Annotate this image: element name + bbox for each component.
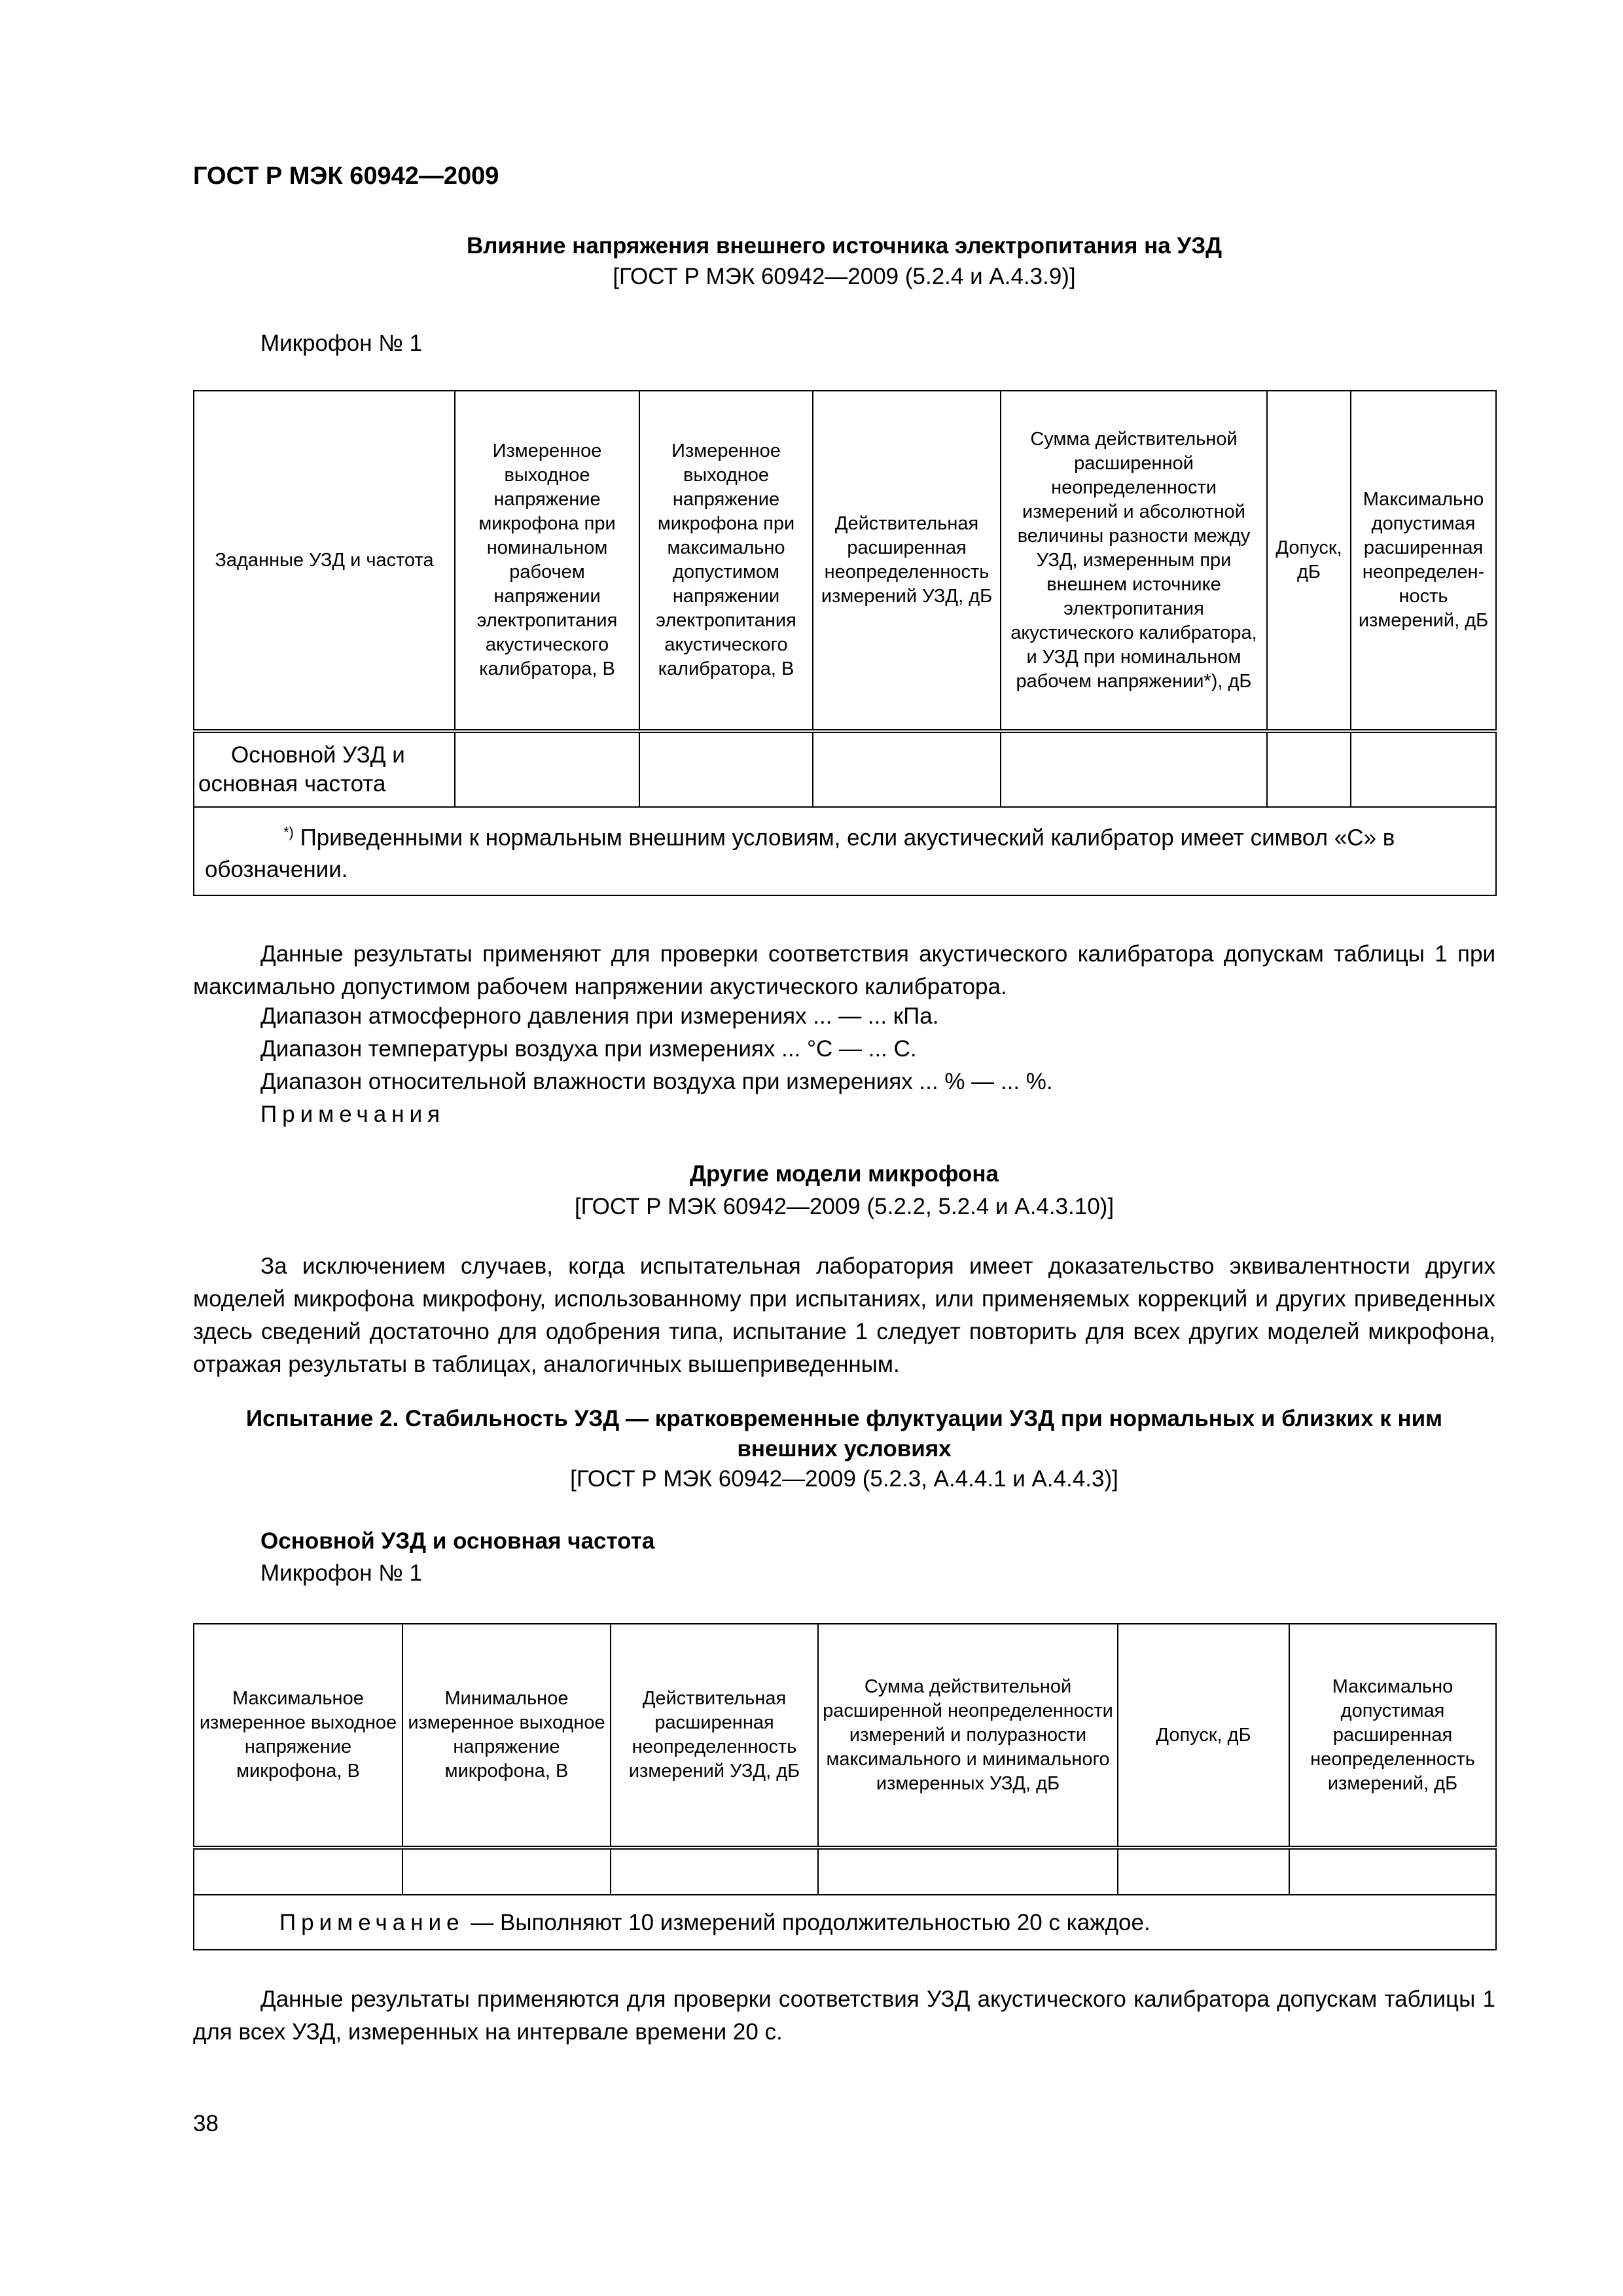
footnote-text: Приведенными к нормальным внешним условиям, если акустический калибратор имеет символ «С» в обозначении. [205, 825, 1395, 882]
note-label: Примечание [279, 1909, 465, 1935]
section3-reference: [ГОСТ Р МЭК 60942—2009 (5.2.3, А.4.4.1 и А.4.4.3)] [570, 1466, 1118, 1492]
row-label-cell [194, 731, 455, 807]
section2-paragraph [193, 1250, 1495, 1381]
header-cell: Допуск, дБ [1267, 391, 1351, 731]
paragraph-text: Данные результаты применяют для проверки соответствия акустического калибратора допускам таблицы 1 при максимально допустимом рабочем напряжении акустического калибратора. [193, 941, 1495, 999]
footnote-mark: *) [283, 824, 294, 840]
header-cell: Минимальное измеренное выходное напряжение микрофона, В [402, 1624, 611, 1848]
table-header-row [194, 391, 1496, 731]
humidity-range-line: Диапазон относительной влажности воздуха при измерениях ... % — ... %. [260, 1069, 1053, 1094]
table-footnote-row [194, 807, 1496, 895]
data-cell [402, 1848, 611, 1895]
table-row [194, 1848, 1496, 1895]
paragraph-text: За исключением случаев, когда испытательная лаборатория имеет доказательство эквивалентности других моделей микрофона микрофону, использованному при испытаниях, или применяемых коррекций и других приведенных здесь сведений достаточно для одобрения типа, испытание 1 следует повторить для всех других моделей микрофона, отражая результаты в таблицах, аналогичных вышеприведенным. [193, 1253, 1495, 1377]
header-cell: Действительная расширенная неопределенность измерений УЗД, дБ [611, 1624, 818, 1848]
header-cell: Сумма действительной расширенной неопределенности измерений и полуразности максимального и минимального измеренных УЗД, дБ [818, 1624, 1118, 1848]
data-cell [1118, 1848, 1289, 1895]
header-cell: Максимально допустимая расширенная неопределенность измерений, дБ [1289, 1624, 1496, 1848]
data-cell [1001, 731, 1267, 807]
section3-subtitle: Основной УЗД и основная частота [260, 1528, 655, 1554]
standard-code: ГОСТ Р МЭК 60942—2009 [193, 162, 499, 190]
section2-reference: [ГОСТ Р МЭК 60942—2009 (5.2.2, 5.2.4 и А.4.3.10)] [574, 1194, 1115, 1219]
pressure-range-line: Диапазон атмосферного давления при измерениях ... — ... кПа. [260, 1003, 939, 1029]
header-cell: Измеренное выходное напряжение микрофона при номинальном рабочем напряжении электропитания акустического калибратора, В [455, 391, 639, 731]
header-cell: Допуск, дБ [1118, 1624, 1289, 1848]
table-note-row [194, 1895, 1496, 1950]
header-cell: Измеренное выходное напряжение микрофона при максимально допустимом напряжении электропитания акустического калибратора, В [639, 391, 813, 731]
data-cell [1267, 731, 1351, 807]
row-label: Основной УЗД и основная частота [198, 742, 405, 797]
header-cell: Действительная расширенная неопределенность измерений УЗД, дБ [813, 391, 1001, 731]
data-cell [818, 1848, 1118, 1895]
header-cell: Сумма действительной расширенной неопределенности измерений и абсолютной величины разности между УЗД, измеренным при внешнем источнике электропитания акустического калибратора, и УЗД при номинальном рабочем напряжении*), дБ [1001, 391, 1267, 731]
section1-reference: [ГОСТ Р МЭК 60942—2009 (5.2.4 и А.4.3.9)] [613, 264, 1076, 289]
section1-microphone-label: Микрофон № 1 [260, 331, 422, 356]
section3-title-line1: Испытание 2. Стабильность УЗД — кратковременные флуктуации УЗД при нормальных и близких к ним [245, 1406, 1443, 1431]
header-cell: Максимально допустимая расширенная неопределен-ность измерений, дБ [1351, 391, 1496, 731]
note-cell [194, 1895, 1496, 1950]
section2-title: Другие модели микрофона [690, 1161, 999, 1187]
data-cell [639, 731, 813, 807]
section1-title: Влияние напряжения внешнего источника электропитания на УЗД [466, 233, 1222, 259]
data-cell [455, 731, 639, 807]
data-cell [1351, 731, 1496, 807]
data-cell [813, 731, 1001, 807]
section3-title-line2: внешних условиях [737, 1436, 952, 1462]
section3-paragraph [193, 1983, 1495, 2049]
section1-table [193, 390, 1497, 896]
section3-table [193, 1623, 1497, 1950]
table-row [194, 731, 1496, 807]
paragraph-text: Данные результаты применяются для проверки соответствия УЗД акустического калибратора допускам таблицы 1 для всех УЗД, измеренных на интервале времени 20 с. [193, 1986, 1495, 2045]
section3-microphone-label: Микрофон № 1 [260, 1560, 422, 1586]
section1-paragraph [193, 938, 1495, 1003]
header-cell: Заданные УЗД и частота [194, 391, 455, 731]
data-cell [611, 1848, 818, 1895]
data-cell [1289, 1848, 1496, 1895]
page-number: 38 [193, 2111, 219, 2136]
footnote-cell [194, 807, 1496, 895]
notes-heading: Примечания [260, 1102, 446, 1127]
note-text: — Выполняют 10 измерений продолжительностью 20 с каждое. [464, 1909, 1150, 1935]
table-header-row [194, 1624, 1496, 1848]
temperature-range-line: Диапазон температуры воздуха при измерениях ... °С — ... С. [260, 1036, 917, 1062]
header-cell: Максимальное измеренное выходное напряжение микрофона, В [194, 1624, 402, 1848]
data-cell [194, 1848, 402, 1895]
